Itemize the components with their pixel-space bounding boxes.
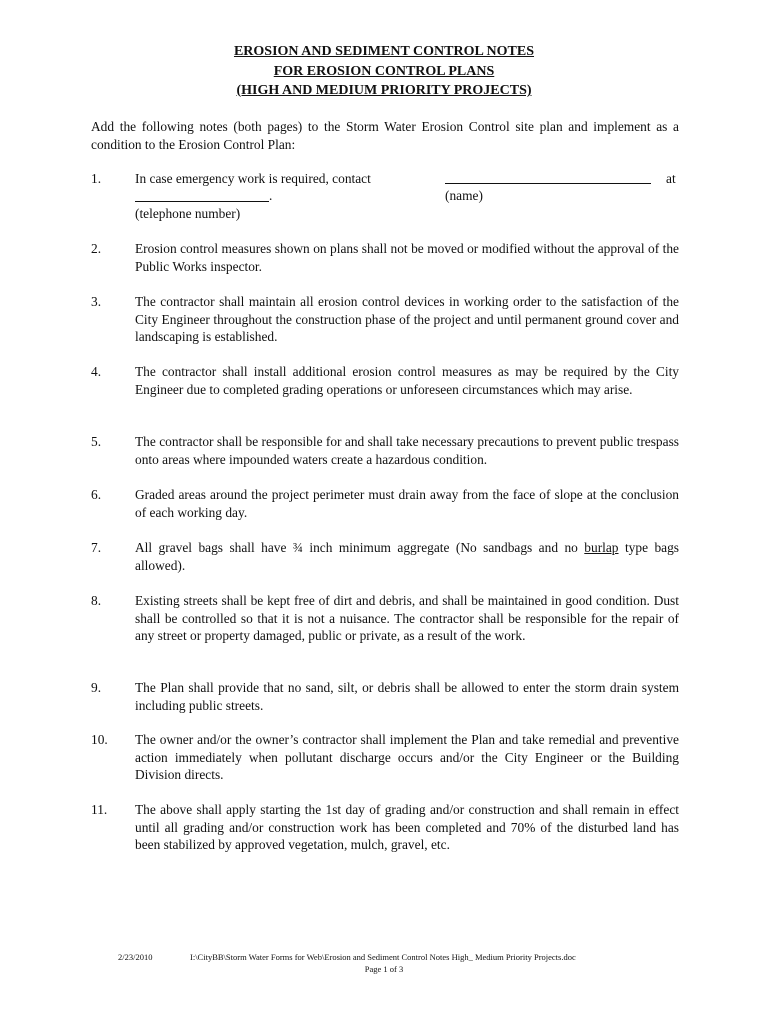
phone-label: (telephone number) — [135, 206, 241, 221]
note-text: Graded areas around the project perimeter must drain away from the face of slope at the conclusion of each working day. — [135, 487, 679, 520]
title-line-3: (HIGH AND MEDIUM PRIORITY PROJECTS) — [236, 83, 532, 98]
intro-paragraph: Add the following notes (both pages) to the Storm Water Erosion Control site plan and implement as a condition to the Erosion Control Plan: — [91, 119, 679, 152]
note-1 — [91, 170, 679, 220]
title-line-2: FOR EROSION CONTROL PLANS — [273, 64, 495, 79]
note-number: 8. — [91, 593, 102, 608]
note-number: 2. — [91, 241, 102, 256]
note-7-text-a: All gravel bags shall have ¾ inch minimum aggregate (No sandbags and no — [135, 540, 585, 555]
note-number: 4. — [91, 364, 102, 379]
note-text: Existing streets shall be kept free of dirt and debris, and shall be maintained in good condition. Dust shall be controlled so that it is not a nuisance. The contractor shall be responsible for the repair of any street or property damaged, public or private, as a result of the work. — [135, 593, 679, 643]
note-number: 3. — [91, 294, 102, 309]
note-number: 6. — [91, 487, 102, 502]
note-text: The contractor shall maintain all erosion control devices in working order to the satisfaction of the City Engineer throughout the construction phase of the project and until permanent ground cover and landscaping is established. — [135, 294, 679, 344]
phone-blank-field[interactable] — [135, 201, 269, 202]
note-text: The contractor shall install additional erosion control measures as may be required by the City Engineer due to completed grading operations or unforeseen circumstances which may arise. — [135, 364, 679, 397]
note-text — [135, 539, 679, 574]
note-text: Erosion control measures shown on plans shall not be moved or modified without the approval of the Public Works inspector. — [135, 241, 679, 274]
note-number: 9. — [91, 680, 102, 695]
note-text: The Plan shall provide that no sand, silt, or debris shall be allowed to enter the storm drain system including public streets. — [135, 680, 679, 713]
footer-page-number: Page 1 of 3 — [364, 964, 404, 974]
note-number: 10. — [91, 732, 108, 747]
note-1-period: . — [269, 188, 273, 203]
note-text: The contractor shall be responsible for and shall take necessary precautions to prevent public trespass onto areas where impounded waters create a hazardous condition. — [135, 434, 679, 467]
note-7-text-b: type bags allowed). — [135, 540, 680, 573]
note-number: 5. — [91, 434, 102, 449]
note-number: 11. — [91, 802, 108, 817]
note-1-at: at — [666, 171, 676, 186]
name-blank-field[interactable] — [445, 183, 651, 184]
footer-file-path: I:\CityBB\Storm Water Forms for Web\Erosion and Sediment Control Notes High_ Medium Priority Projects.doc — [190, 952, 576, 962]
note-text: The above shall apply starting the 1st day of grading and/or construction and shall remain in effect until all grading and/or construction work has been completed and 70% of the disturbed land has been stabilized by approved vegetation, mulch, gravel, etc. — [135, 802, 679, 852]
title-line-1: EROSION AND SEDIMENT CONTROL NOTES — [233, 44, 535, 59]
note-number: 1. — [91, 171, 102, 186]
note-1-text: In case emergency work is required, contact — [135, 171, 371, 186]
note-number: 7. — [91, 540, 102, 555]
note-7-underlined: burlap — [584, 540, 619, 555]
name-label: (name) — [445, 188, 483, 203]
note-text: The owner and/or the owner’s contractor shall implement the Plan and take remedial and preventive action immediately when pollutant discharge occurs and/or the City Engineer or the Building Division directs. — [135, 732, 679, 782]
footer-date: 2/23/2010 — [118, 952, 153, 962]
